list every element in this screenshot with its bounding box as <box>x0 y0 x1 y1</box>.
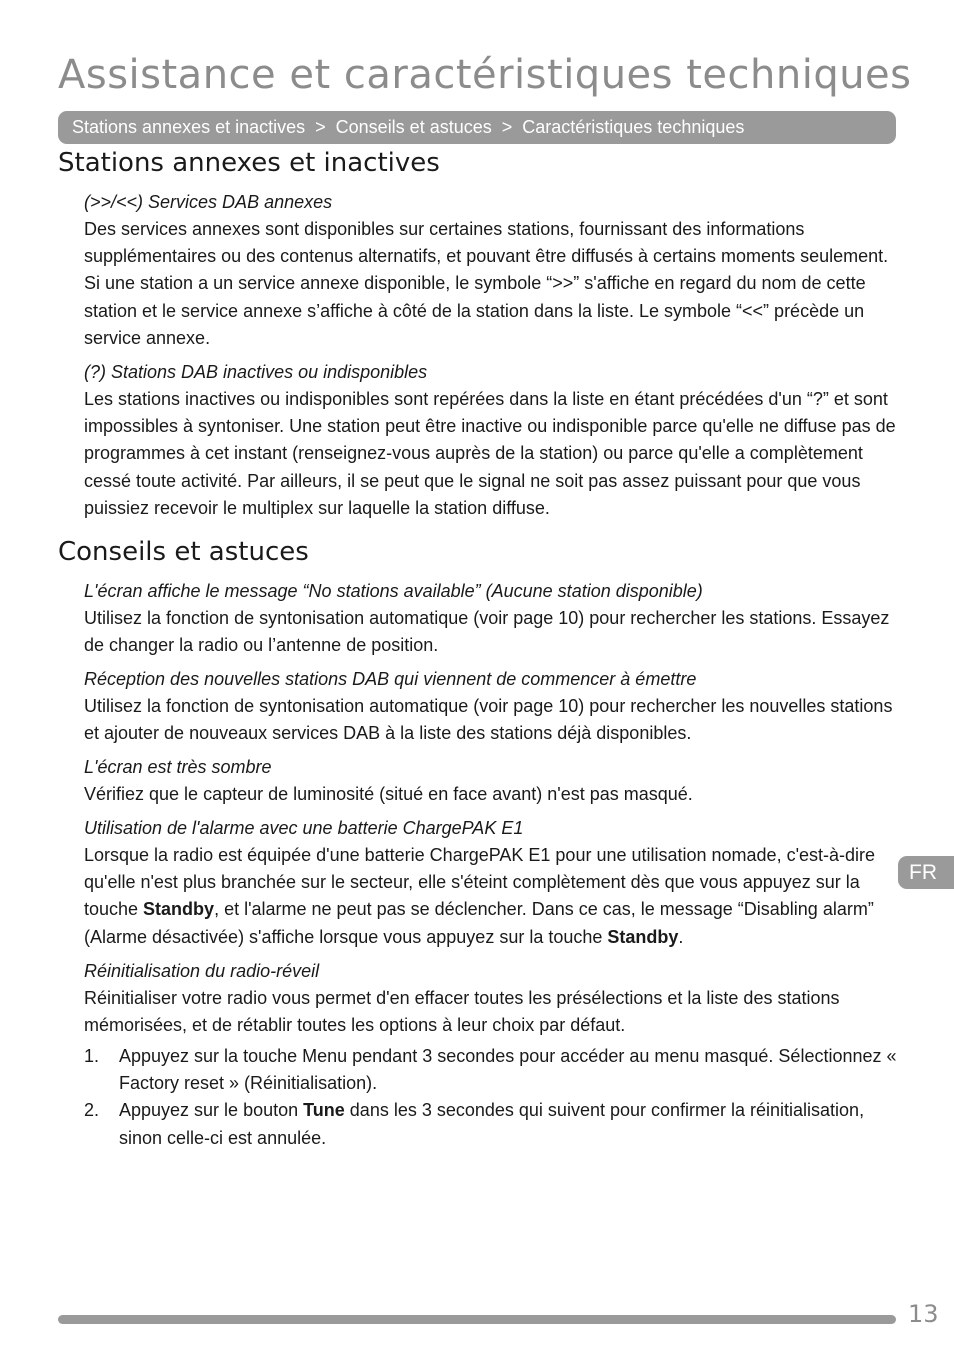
breadcrumb-item-conseils: Conseils et astuces <box>335 117 492 137</box>
body-text: , et l'alarme ne peut pas se déclencher. Dans ce cas, le message “Disabling alarm” (Alarme désactivée) s'affiche lorsque vous appuyez sur la touche <box>84 899 874 947</box>
breadcrumb-separator: > <box>315 117 326 137</box>
item-body: Vérifiez que le capteur de luminosité (situé en face avant) n'est pas masqué. <box>84 784 693 804</box>
breadcrumb-item-caracteristiques: Caractéristiques techniques <box>522 117 745 137</box>
breadcrumb-separator: > <box>501 117 513 137</box>
item-heading: Réception des nouvelles stations DAB qui viennent de commencer à émettre <box>84 669 697 689</box>
section-title-stations: Stations annexes et inactives <box>58 148 440 178</box>
breadcrumb <box>58 111 896 144</box>
step-text-part: Appuyez sur le bouton <box>119 1100 304 1121</box>
step-text <box>119 1097 902 1151</box>
step-text-part: dans les 3 secondes qui suivent pour confirmer la réinitialisation, sinon celle-ci est annulée. <box>119 1100 865 1148</box>
section-title-conseils: Conseils et astuces <box>58 537 309 567</box>
item-stations-inactives <box>84 359 902 522</box>
step-number: 1. <box>84 1046 100 1066</box>
item-heading: L'écran est très sombre <box>84 757 272 777</box>
tune-button-label: Tune <box>303 1100 345 1121</box>
item-body <box>84 842 902 951</box>
standby-key-label: Standby <box>607 926 679 947</box>
item-alarme-chargepak <box>84 815 902 951</box>
language-tab: FR <box>898 856 954 889</box>
page-title: Assistance et caractéristiques techniques <box>58 52 912 98</box>
item-heading: (?) Stations DAB inactives ou indisponibles <box>84 362 428 382</box>
standby-key-label: Standby <box>143 899 215 920</box>
item-heading: Utilisation de l'alarme avec une batterie ChargePAK E1 <box>84 818 524 838</box>
item-heading: L'écran affiche le message “No stations available” (Aucune station disponible) <box>84 581 703 601</box>
list-item <box>84 1097 902 1151</box>
footer-bar <box>58 1315 896 1324</box>
item-body: Utilisez la fonction de syntonisation automatique (voir page 10) pour rechercher les stations. Essayez de changer la radio ou l’antenne de position. <box>84 608 890 656</box>
item-nouvelles-stations <box>84 666 902 747</box>
item-body: Les stations inactives ou indisponibles sont repérées dans la liste en étant précédées d'un “?” et sont impossibles à syntoniser. Une station peut être inactive ou indisponible parce qu'elle ne diffuse pas de programmes à cet instant (renseignez-vous auprès de la station) ou parce qu'elle a complètement cessé toute activité. Par ailleurs, il se peut que le signal ne soit pas assez puissant pour que vous puissiez recevoir le multiplex sur laquelle la station diffuse. <box>84 389 896 518</box>
body-text: Lorsque la radio est équipée d'une batterie ChargePAK E1 pour une utilisation nomade, c'est-à-dire qu'elle n'est plus branchée sur le secteur, elle s'éteint complètement dès que vous appuyez sur la touche <box>84 845 876 920</box>
list-item <box>84 1043 902 1097</box>
item-no-stations <box>84 578 902 659</box>
item-ecran-sombre <box>84 754 902 808</box>
item-body: Des services annexes sont disponibles sur certaines stations, fournissant des informations supplémentaires ou des contenus alternatifs, et pouvant être diffusés à certains moments seulement. Si une station a un service annexe disponible, le symbole “>>” s'affiche en regard du nom de cette station et le service annexe s’affiche à côté de la station dans la liste. Le symbole “<<” précède un service annexe. <box>84 219 889 348</box>
item-services-annexes <box>84 189 902 352</box>
page-number: 13 <box>908 1300 939 1328</box>
item-body: Utilisez la fonction de syntonisation automatique (voir page 10) pour rechercher les nouvelles stations et ajouter de nouveaux services DAB à la liste des stations déjà disponibles. <box>84 696 893 744</box>
breadcrumb-item-stations: Stations annexes et inactives <box>72 117 306 137</box>
reset-steps-list <box>84 1043 902 1152</box>
step-number: 2. <box>84 1100 100 1121</box>
item-body: Réinitialiser votre radio vous permet d'en effacer toutes les présélections et la liste des stations mémorisées, et de rétablir toutes les options à leur choix par défaut. <box>84 988 840 1036</box>
item-heading: Réinitialisation du radio-réveil <box>84 961 320 981</box>
body-text: . <box>678 926 684 947</box>
item-heading: (>>/<<) Services DAB annexes <box>84 192 333 212</box>
item-reinitialisation <box>84 958 902 1039</box>
step-text: Appuyez sur la touche Menu pendant 3 secondes pour accéder au menu masqué. Sélectionnez « Factory reset » (Réinitialisation). <box>119 1046 897 1094</box>
